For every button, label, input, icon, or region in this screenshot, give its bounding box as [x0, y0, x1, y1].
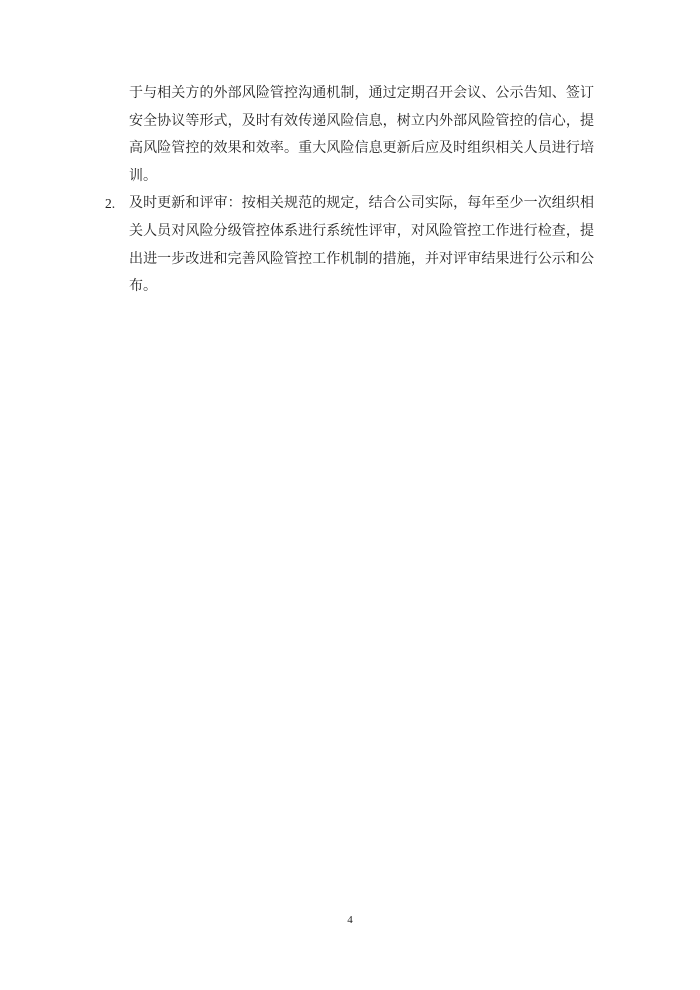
page-number: 4 — [347, 914, 353, 926]
text-line: 于与相关方的外部风险管控沟通机制，通过定期召开会议、公示告知、签订 — [129, 86, 594, 101]
list-item-2 — [129, 190, 594, 300]
text-line: 布。 — [129, 279, 157, 295]
text-line: 训。 — [129, 168, 157, 184]
list-item-number: 2. — [105, 196, 116, 211]
text-line: 及时更新和评审：按相关规范的规定，结合公司实际，每年至少一次组织相 — [129, 196, 594, 212]
text-line: 关人员对风险分级管控体系进行系统性评审，对风险管控工作进行检查，提 — [129, 223, 594, 239]
text-line: 安全协议等形式，及时有效传递风险信息，树立内外部风险管控的信心，提 — [129, 113, 594, 129]
paragraph-continuation — [129, 80, 594, 190]
text-line: 高风险管控的效果和效率。重大风险信息更新后应及时组织相关人员进行培 — [129, 141, 594, 157]
body-text — [129, 80, 594, 301]
text-line: 出进一步改进和完善风险管控工作机制的措施，并对评审结果进行公示和公 — [129, 251, 594, 267]
